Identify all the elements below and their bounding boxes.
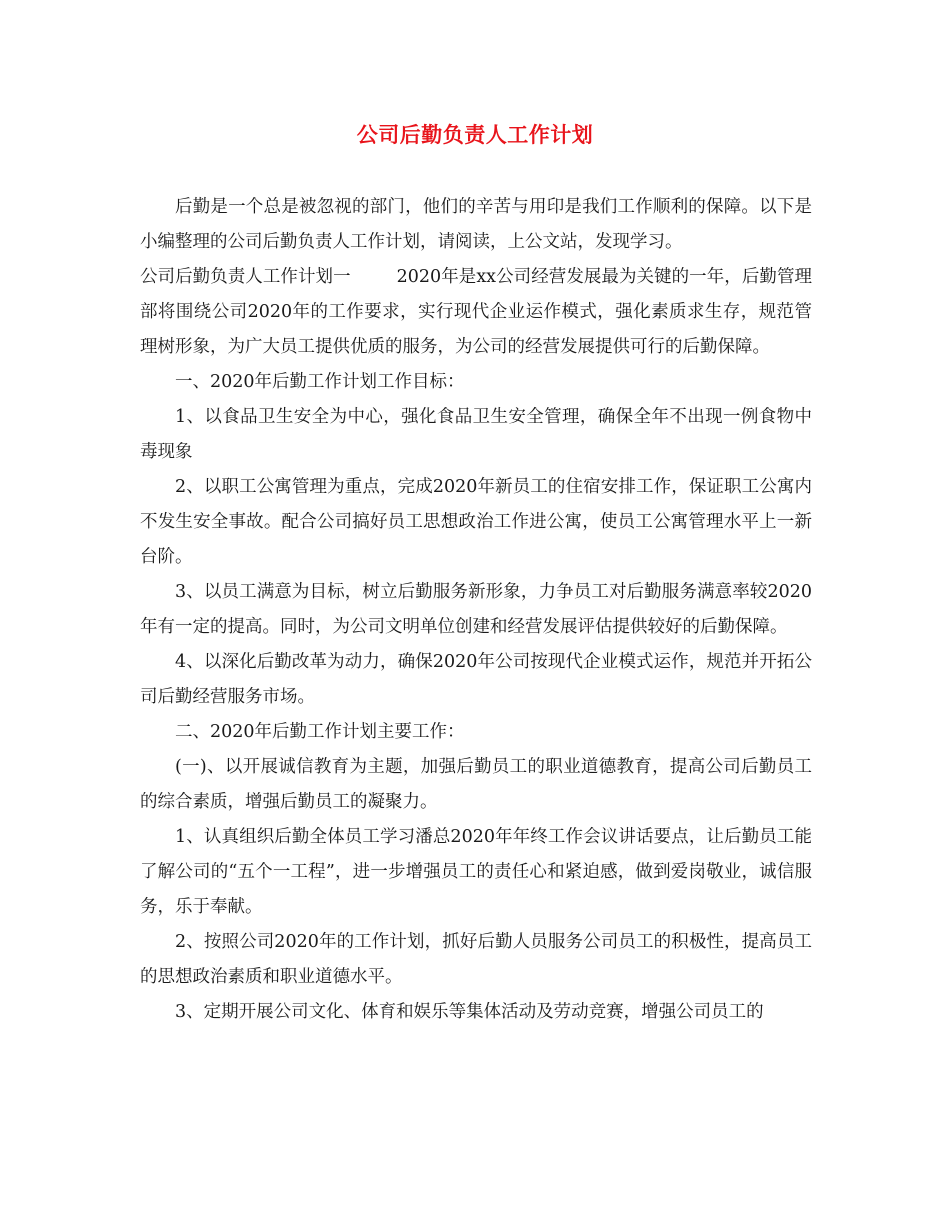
document-body xyxy=(140,190,812,1030)
goal-1: 1、以食品卫生安全为中心，强化食品卫生安全管理，确保全年不出现一例食物中毒现象 xyxy=(140,407,812,462)
sub-heading-1: (一)、以开展诚信教育为主题，加强后勤员工的职业道德教育，提高公司后勤员工的综合素质，增强后勤员工的凝聚力。 xyxy=(140,757,812,812)
goal-3: 3、以员工满意为目标，树立后勤服务新形象，力争员工对后勤服务满意率较2020年有一定的提高。同时，为公司文明单位创建和经营发展评估提供较好的后勤保障。 xyxy=(140,582,812,637)
main-work-heading: 二、2020年后勤工作计划主要工作： xyxy=(175,722,465,742)
intro-paragraph: 后勤是一个总是被忽视的部门，他们的辛苦与用印是我们工作顺利的保障。以下是小编整理的公司后勤负责人工作计划，请阅读，上公文站，发现学习。 xyxy=(140,197,812,252)
work-item-3: 3、定期开展公司文化、体育和娱乐等集体活动及劳动竞赛，增强公司员工的 xyxy=(175,1002,764,1022)
goal-4: 4、以深化后勤改革为动力，确保2020年公司按现代企业模式运作，规范并开拓公司后勤经营服务市场。 xyxy=(140,652,812,707)
section-paragraph xyxy=(140,260,812,365)
section-first-paragraph: 2020年是xx公司经营发展最为关键的一年，后勤管理部将围绕公司2020年的工作要求，实行现代企业运作模式，强化素质求生存，规范管理树形象，为广大员工提供优质的服务，为公司的经营发展提供可行的后勤保障。 xyxy=(140,267,812,357)
document-title: 公司后勤负责人工作计划 xyxy=(356,123,594,147)
goal-2: 2、以职工公寓管理为重点，完成2020年新员工的住宿安排工作，保证职工公寓内不发生安全事故。配合公司搞好员工思想政治工作进公寓，使员工公寓管理水平上一新台阶。 xyxy=(140,477,812,567)
section-heading: 公司后勤负责人工作计划一 xyxy=(140,267,351,287)
goals-heading: 一、2020年后勤工作计划工作目标： xyxy=(175,372,465,392)
work-item-2: 2、按照公司2020年的工作计划，抓好后勤人员服务公司员工的积极性，提高员工的思想政治素质和职业道德水平。 xyxy=(140,932,812,987)
work-item-1: 1、认真组织后勤全体员工学习潘总2020年年终工作会议讲话要点，让后勤员工能了解公司的“五个一工程”，进一步增强员工的责任心和紧迫感，做到爱岗敬业，诚信服务，乐于奉献。 xyxy=(140,827,812,917)
